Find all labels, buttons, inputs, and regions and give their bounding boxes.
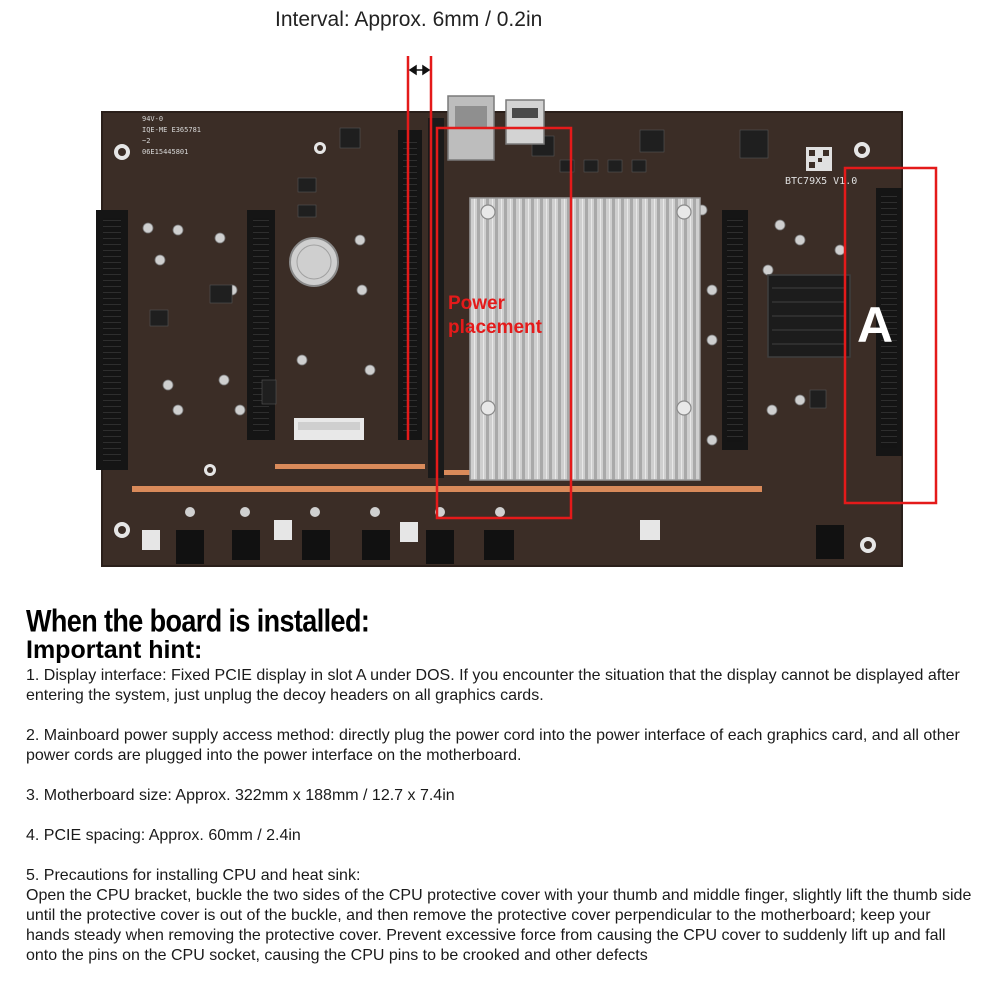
silk-line-3: ~2 [142,137,151,145]
interval-label: Interval: Approx. 6mm / 0.2in [275,8,543,31]
hint-section [26,602,976,966]
usb-port [506,100,544,144]
important-hint-heading: Important hint: [26,636,203,664]
silk-line-2: IQE-ME E365781 [142,126,202,134]
hint-title: 5. Precautions for installing CPU and heat sink: [26,867,361,884]
silk-line-4: 06E15445801 [142,148,189,156]
hint-text: 4. PCIE spacing: Approx. 60mm / 2.4in [26,827,301,844]
hint-item-4 [26,826,976,846]
hint-text: 1. Display interface: Fixed PCIE display in slot A under DOS. If you encounter the situation that the display cannot be displayed after entering the system, just unplug the decoy headers on all graphics cards. [26,667,960,704]
hint-text: Open the CPU bracket, buckle the two sides of the CPU protective cover with your thumb and middle finger, slightly lift the thumb side until the protective cover is out of the buckle, and then remove the protective cover perpendicular to the motherboard; keep your hands steady when removing the protective cover. Prevent excessive force from causing the CPU cover to suddenly lift up and fall onto the pins on the CPU socket, causing the CPU pins to be crooked and other defects [26,887,972,964]
copper-strip [132,486,762,492]
power-placement-label: Power placement [448,293,542,338]
hint-text: 2. Mainboard power supply access method: directly plug the power cord into the power interface of each graphics card, and all other power cords are plugged into the power interface on the motherboard. [26,727,960,764]
hint-item-3 [26,786,976,806]
hint-item-2 [26,726,976,766]
interval-arrow [410,66,429,74]
hint-text: 3. Motherboard size: Approx. 322mm x 188mm / 12.7 x 7.4in [26,787,455,804]
hint-list [26,666,976,966]
board-model-label: BTC79X5 V1.0 [785,176,858,187]
hint-item-5 [26,866,976,966]
installed-heading: When the board is installed: [26,603,370,639]
slot-a-label: A [856,297,894,353]
silk-line-1: 94V-0 [142,115,164,123]
hint-item-1 [26,666,976,706]
